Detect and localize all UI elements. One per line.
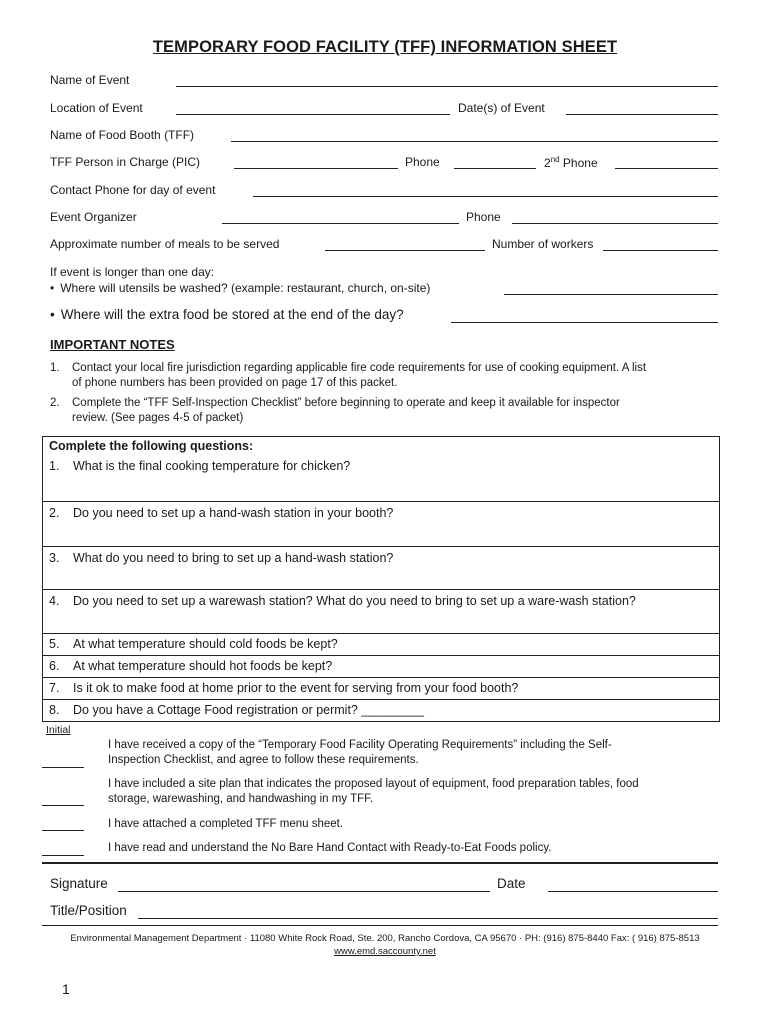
question-text: 4. Do you need to set up a warewash station? What do you need to bring to set up a ware-wash station? bbox=[49, 594, 636, 608]
question-text: 5. At what temperature should cold foods be kept? bbox=[49, 637, 338, 651]
name-of-event-field[interactable] bbox=[176, 86, 718, 87]
title-position-label: Title/Position bbox=[50, 903, 127, 918]
footer-divider bbox=[42, 925, 718, 926]
approx-meals-field[interactable] bbox=[325, 250, 485, 251]
footer-address: Environmental Management Department · 11080 White Rock Road, Ste. 200, Rancho Cordova, CA 95670 · PH: (916) 875-8440 Fax: ( 916) 875-8513 bbox=[70, 933, 700, 944]
date-label: Date bbox=[497, 876, 526, 891]
event-organizer-field[interactable] bbox=[222, 223, 459, 224]
question-row[interactable] bbox=[43, 677, 719, 699]
food-booth-field[interactable] bbox=[231, 141, 718, 142]
ack-item: I have read and understand the No Bare Hand Contact with Ready-to-Eat Foods policy. bbox=[108, 842, 552, 854]
question-row[interactable] bbox=[43, 546, 719, 589]
organizer-phone-field[interactable] bbox=[512, 223, 718, 224]
organizer-phone-label: Phone bbox=[466, 210, 501, 224]
note-item: 1. Contact your local fire jurisdiction regarding applicable fire code requirements for use of cooking equipment. A list of phone numbers has been provided on page 17 of this packet. bbox=[50, 362, 647, 389]
location-of-event-field[interactable] bbox=[176, 114, 450, 115]
question-text: 6. At what temperature should hot foods be kept? bbox=[49, 659, 333, 673]
longer-than-one-day-label: If event is longer than one day: bbox=[50, 265, 215, 279]
signature-field[interactable] bbox=[118, 891, 490, 892]
workers-label: Number of workers bbox=[492, 237, 594, 251]
initial-field[interactable] bbox=[42, 767, 84, 768]
question-row[interactable] bbox=[43, 655, 719, 677]
extra-food-label: • Where will the extra food be stored at the end of the day? bbox=[50, 307, 404, 322]
ack-item: I have received a copy of the “Temporary Food Facility Operating Requirements” including the Self- Inspection Checklist, and agree to follow these requirements. bbox=[108, 739, 612, 766]
date-field[interactable] bbox=[548, 891, 718, 892]
initial-field[interactable] bbox=[42, 855, 84, 856]
ack-item: I have attached a completed TFF menu sheet. bbox=[108, 818, 344, 830]
questions-box bbox=[42, 436, 720, 722]
question-text: 2. Do you need to set up a hand-wash station in your booth? bbox=[49, 506, 394, 520]
dates-of-event-field[interactable] bbox=[566, 114, 718, 115]
workers-field[interactable] bbox=[603, 250, 718, 251]
contact-phone-field[interactable] bbox=[253, 196, 718, 197]
question-text: 7. Is it ok to make food at home prior to the event for serving from your food booth? bbox=[49, 681, 519, 695]
utensils-washed-field[interactable] bbox=[504, 294, 718, 295]
second-phone-field[interactable] bbox=[615, 168, 718, 169]
important-notes-heading: IMPORTANT NOTES bbox=[50, 337, 175, 352]
question-text: 8. Do you have a Cottage Food registration or permit? _________ bbox=[49, 703, 424, 717]
initial-field[interactable] bbox=[42, 830, 84, 831]
pic-phone-field[interactable] bbox=[454, 168, 536, 169]
pic-label: TFF Person in Charge (PIC) bbox=[50, 155, 201, 169]
name-of-event-label: Name of Event bbox=[50, 73, 130, 87]
pic-field[interactable] bbox=[234, 168, 398, 169]
question-text: 1. What is the final cooking temperature for chicken? bbox=[49, 459, 351, 473]
pic-phone-label: Phone bbox=[405, 155, 440, 169]
question-row[interactable] bbox=[43, 501, 719, 546]
website-link[interactable]: www.emd.saccounty.net bbox=[334, 946, 436, 957]
note-item: 2. Complete the “TFF Self-Inspection Checklist” before beginning to operate and keep it available for inspector review. (See pages 4-5 of packet) bbox=[50, 397, 620, 424]
question-row[interactable] bbox=[43, 633, 719, 655]
section-divider bbox=[42, 862, 718, 864]
question-row[interactable] bbox=[43, 699, 719, 721]
page-number: 1 bbox=[62, 981, 70, 997]
question-text: 3. What do you need to bring to set up a hand-wash station? bbox=[49, 551, 394, 565]
footer-website[interactable] bbox=[0, 946, 770, 957]
second-phone-label: 2nd Phone bbox=[544, 155, 598, 170]
initial-field[interactable] bbox=[42, 805, 84, 806]
contact-phone-label: Contact Phone for day of event bbox=[50, 183, 216, 197]
initial-label: Initial bbox=[46, 724, 71, 736]
ack-item: I have included a site plan that indicates the proposed layout of equipment, food preparation tables, food storage, warewashing, and handwashing in my TFF. bbox=[108, 778, 639, 805]
title-position-field[interactable] bbox=[138, 918, 718, 919]
dates-of-event-label: Date(s) of Event bbox=[458, 101, 545, 115]
question-row[interactable] bbox=[43, 589, 719, 633]
utensils-washed-label: • Where will utensils be washed? (example: restaurant, church, on-site) bbox=[50, 281, 430, 295]
food-booth-label: Name of Food Booth (TFF) bbox=[50, 128, 195, 142]
page-title: TEMPORARY FOOD FACILITY (TFF) INFORMATION SHEET bbox=[152, 38, 618, 56]
questions-heading: Complete the following questions: bbox=[49, 439, 254, 453]
extra-food-field[interactable] bbox=[451, 322, 718, 323]
signature-label: Signature bbox=[50, 876, 108, 891]
approx-meals-label: Approximate number of meals to be served bbox=[50, 237, 280, 251]
event-organizer-label: Event Organizer bbox=[50, 210, 137, 224]
question-row bbox=[43, 437, 719, 501]
location-of-event-label: Location of Event bbox=[50, 101, 143, 115]
